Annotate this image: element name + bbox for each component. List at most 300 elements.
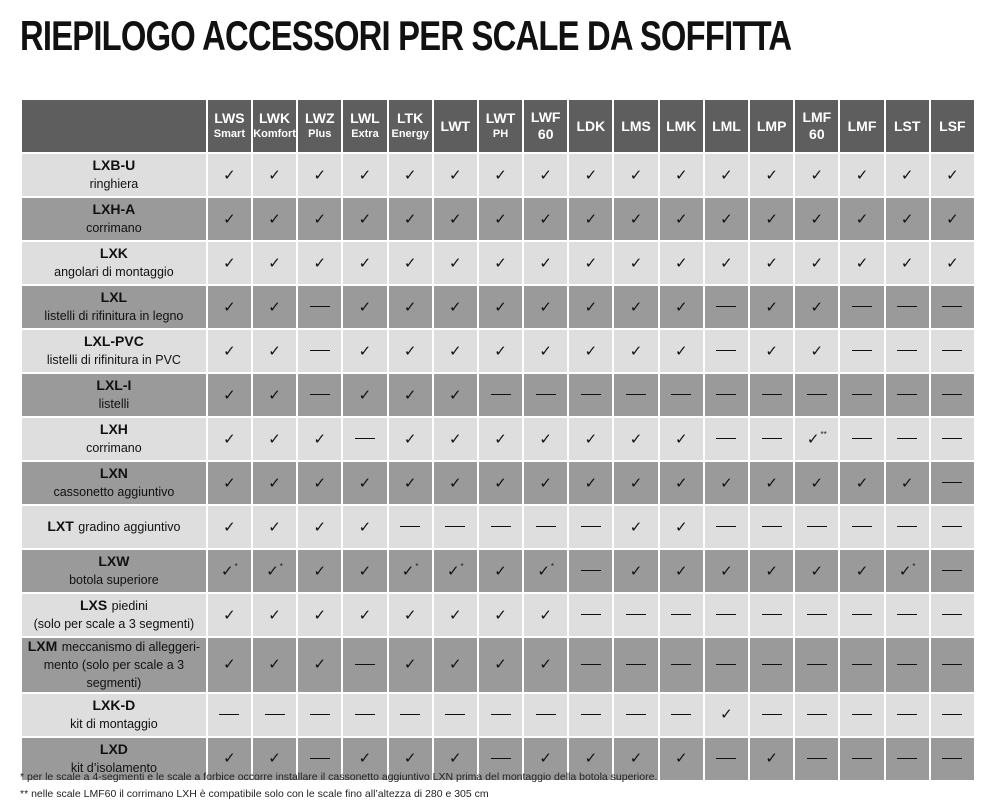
compat-cell: [614, 462, 657, 504]
compat-cell: [434, 550, 477, 592]
column-variant: Extra: [351, 128, 379, 141]
compat-cell: [886, 694, 929, 736]
check-icon: ✓: [539, 253, 552, 272]
accessory-description: angolari di montaggio: [54, 265, 174, 279]
check-icon: ✓: [674, 341, 688, 360]
not-available-dash: [897, 350, 917, 351]
footnote-marker: **: [820, 430, 827, 440]
compat-cell: [886, 506, 929, 548]
compat-cell: [569, 330, 612, 372]
column-header: [705, 100, 748, 152]
check-icon: ✓: [403, 605, 417, 624]
compat-cell: [253, 594, 296, 636]
check-icon: ✓: [539, 297, 552, 316]
check-icon: ✓: [539, 605, 552, 624]
table-row: [22, 594, 974, 636]
compat-cell: [524, 694, 567, 736]
not-available-dash: [445, 714, 465, 715]
column-code: LST: [893, 117, 921, 134]
check-icon: ✓: [223, 209, 236, 228]
compat-cell: [840, 638, 883, 692]
check-icon: ✓: [810, 209, 824, 228]
compat-cell: [705, 198, 748, 240]
column-header: [208, 100, 251, 152]
compat-cell: [343, 374, 386, 416]
compat-cell: [389, 694, 432, 736]
column-header: [931, 100, 974, 152]
compat-cell: [298, 550, 341, 592]
compat-cell: [434, 154, 477, 196]
check-icon: ✓: [674, 297, 688, 316]
compat-cell: [524, 594, 567, 636]
check-icon: ✓: [403, 429, 417, 448]
compat-cell: [660, 418, 703, 460]
column-variant: Smart: [213, 128, 245, 141]
check-icon: ✓: [449, 385, 462, 404]
not-available-dash: [942, 614, 962, 615]
check-icon: ✓: [537, 561, 550, 580]
check-icon: ✓: [674, 517, 688, 536]
accessory-label: [22, 374, 206, 416]
check-icon: ✓: [268, 297, 281, 316]
check-icon: ✓: [313, 561, 327, 580]
compat-cell: [931, 374, 974, 416]
compat-cell: [795, 594, 838, 636]
check-icon: ✓: [720, 473, 733, 492]
compat-cell: [705, 550, 748, 592]
column-header: [298, 100, 341, 152]
compat-cell: [479, 154, 522, 196]
column-code: LWK: [259, 110, 291, 127]
compat-cell: [660, 694, 703, 736]
accessory-description: meccanismo di alleggeri-: [61, 640, 201, 654]
not-available-dash: [716, 306, 736, 307]
check-icon: ✓: [449, 165, 462, 184]
not-available-dash: [310, 350, 330, 351]
compat-cell: [343, 198, 386, 240]
compat-cell: [253, 550, 296, 592]
compat-cell: [343, 638, 386, 692]
accessory-label: [22, 418, 206, 460]
not-available-dash: [897, 438, 917, 439]
footnote-marker: *: [415, 562, 419, 572]
check-icon: ✓: [449, 749, 462, 768]
check-icon: ✓: [268, 429, 281, 448]
compat-cell: [253, 286, 296, 328]
not-available-dash: [762, 664, 782, 665]
compat-cell: [750, 550, 793, 592]
check-icon: ✓: [266, 561, 279, 580]
compat-cell: [253, 330, 296, 372]
not-available-dash: [536, 394, 556, 395]
not-available-dash: [942, 714, 962, 715]
footnote-marker: *: [912, 562, 916, 572]
check-icon: ✓: [674, 165, 688, 184]
check-icon: ✓: [221, 561, 234, 580]
not-available-dash: [807, 526, 827, 527]
column-code: LMF: [802, 109, 832, 126]
compat-cell: [524, 154, 567, 196]
compat-cell: [434, 638, 477, 692]
compat-cell: [343, 694, 386, 736]
table-row: [22, 198, 974, 240]
check-icon: ✓: [494, 473, 507, 492]
compat-cell: [298, 374, 341, 416]
compat-cell: [931, 330, 974, 372]
compat-cell: [389, 462, 432, 504]
compat-cell: [660, 242, 703, 284]
not-available-dash: [716, 758, 736, 759]
check-icon: ✓: [584, 341, 598, 360]
check-icon: ✓: [223, 253, 236, 272]
not-available-dash: [581, 394, 601, 395]
compat-cell: [524, 418, 567, 460]
compat-cell: [389, 330, 432, 372]
compat-cell: [931, 198, 974, 240]
not-available-dash: [671, 714, 691, 715]
page-title: RIEPILOGO ACCESSORI PER SCALE DA SOFFITTA: [20, 12, 792, 59]
check-icon: ✓: [358, 749, 372, 768]
compat-cell: [931, 418, 974, 460]
compat-cell: [795, 550, 838, 592]
not-available-dash: [807, 714, 827, 715]
check-icon: ✓: [449, 429, 462, 448]
not-available-dash: [716, 526, 736, 527]
accessory-description: gradino aggiuntivo: [78, 520, 181, 535]
check-icon: ✓: [223, 297, 236, 316]
not-available-dash: [942, 664, 962, 665]
check-icon: ✓: [403, 655, 417, 674]
check-icon: ✓: [584, 253, 598, 272]
compat-cell: [705, 638, 748, 692]
table-row: [22, 638, 974, 692]
accessory-code: LXM: [27, 638, 58, 654]
accessory-code: LXH: [99, 421, 128, 438]
not-available-dash: [536, 526, 556, 527]
column-code: LTK: [397, 110, 424, 127]
compat-cell: [253, 154, 296, 196]
not-available-dash: [852, 350, 872, 351]
accessory-description: piedini: [111, 599, 148, 614]
check-icon: ✓: [629, 297, 643, 316]
not-available-dash: [491, 758, 511, 759]
compat-cell: [795, 506, 838, 548]
compat-cell: [750, 638, 793, 692]
check-icon: ✓: [629, 165, 643, 184]
compat-cell: [840, 418, 883, 460]
check-icon: ✓: [584, 473, 598, 492]
column-header: [750, 100, 793, 152]
compat-cell: [886, 198, 929, 240]
check-icon: ✓: [539, 209, 552, 228]
check-icon: ✓: [855, 561, 869, 580]
compat-cell: [614, 418, 657, 460]
check-icon: ✓: [900, 473, 914, 492]
compat-cell: [795, 330, 838, 372]
check-icon: ✓: [403, 473, 417, 492]
table-body: [22, 154, 974, 780]
compat-cell: [931, 694, 974, 736]
accessory-code: LXN: [99, 465, 128, 482]
compat-cell: [479, 638, 522, 692]
column-code: LWL: [350, 110, 380, 127]
compat-cell: [389, 418, 432, 460]
check-icon: ✓: [806, 429, 820, 448]
compat-cell: [253, 242, 296, 284]
compat-cell: [298, 154, 341, 196]
compat-cell: [795, 374, 838, 416]
column-header: [886, 100, 929, 152]
compat-cell: [479, 242, 522, 284]
compat-cell: [479, 594, 522, 636]
compat-cell: [886, 638, 929, 692]
check-icon: ✓: [674, 429, 688, 448]
table-row: [22, 330, 974, 372]
compat-cell: [524, 198, 567, 240]
footnote-marker: *: [460, 562, 464, 572]
table-row: [22, 154, 974, 196]
check-icon: ✓: [810, 561, 824, 580]
footnote-marker: *: [279, 562, 283, 572]
not-available-dash: [626, 394, 646, 395]
not-available-dash: [581, 570, 601, 571]
compat-cell: [750, 198, 793, 240]
not-available-dash: [942, 482, 962, 483]
accessory-description: corrimano: [86, 441, 142, 455]
compat-cell: [840, 330, 883, 372]
compat-cell: [298, 462, 341, 504]
check-icon: ✓: [268, 165, 281, 184]
accessory-description: kit di montaggio: [70, 716, 158, 731]
column-variant: Plus: [308, 128, 332, 141]
check-icon: ✓: [855, 209, 869, 228]
column-variant: Komfort: [253, 128, 296, 141]
table-row: [22, 374, 974, 416]
not-available-dash: [581, 526, 601, 527]
compat-cell: [931, 506, 974, 548]
check-icon: ✓: [584, 749, 598, 768]
check-icon: ✓: [539, 165, 552, 184]
compat-cell: [389, 638, 432, 692]
accessory-label: [22, 638, 206, 692]
check-icon: ✓: [268, 749, 281, 768]
column-header: [389, 100, 432, 152]
check-icon: ✓: [358, 561, 372, 580]
compat-cell: [614, 550, 657, 592]
compat-cell: [253, 638, 296, 692]
not-available-dash: [671, 394, 691, 395]
compat-cell: [208, 638, 251, 692]
compat-cell: [840, 242, 883, 284]
check-icon: ✓: [268, 341, 281, 360]
compat-cell: [208, 242, 251, 284]
not-available-dash: [942, 526, 962, 527]
not-available-dash: [942, 350, 962, 351]
not-available-dash: [942, 394, 962, 395]
compat-cell: [931, 286, 974, 328]
check-icon: ✓: [674, 561, 688, 580]
accessory-label: [22, 594, 206, 636]
not-available-dash: [762, 526, 782, 527]
not-available-dash: [355, 438, 375, 439]
accessory-description: listelli: [98, 397, 130, 411]
compat-cell: [479, 286, 522, 328]
column-variant: Energy: [391, 128, 429, 141]
compat-cell: [795, 738, 838, 780]
table-row: [22, 506, 974, 548]
check-icon: ✓: [268, 473, 281, 492]
check-icon: ✓: [494, 209, 507, 228]
check-icon: ✓: [810, 297, 824, 316]
check-icon: ✓: [855, 165, 869, 184]
compat-cell: [434, 198, 477, 240]
column-code: LWS: [214, 110, 245, 127]
compat-cell: [524, 330, 567, 372]
check-icon: ✓: [403, 297, 417, 316]
check-icon: ✓: [313, 517, 327, 536]
compat-cell: [434, 418, 477, 460]
check-icon: ✓: [358, 209, 372, 228]
compat-cell: [479, 550, 522, 592]
compat-cell: [614, 198, 657, 240]
check-icon: ✓: [765, 473, 778, 492]
compat-cell: [750, 286, 793, 328]
not-available-dash: [897, 306, 917, 307]
column-variant: PH: [492, 128, 509, 141]
compat-cell: [298, 418, 341, 460]
table-row: [22, 694, 974, 736]
compat-cell: [208, 330, 251, 372]
compat-cell: [569, 154, 612, 196]
compat-cell: [208, 286, 251, 328]
compat-cell: [660, 198, 703, 240]
column-header: [524, 100, 567, 152]
accessory-description: ringhiera: [89, 177, 139, 191]
compat-cell: [208, 462, 251, 504]
check-icon: ✓: [358, 253, 372, 272]
column-header: [479, 100, 522, 152]
not-available-dash: [355, 714, 375, 715]
check-icon: ✓: [494, 655, 507, 674]
accessory-description: cassonetto aggiuntivo: [53, 485, 175, 499]
check-icon: ✓: [629, 749, 643, 768]
check-icon: ✓: [268, 209, 281, 228]
compat-cell: [795, 286, 838, 328]
not-available-dash: [581, 714, 601, 715]
compat-cell: [298, 506, 341, 548]
compat-cell: [840, 154, 883, 196]
check-icon: ✓: [900, 165, 914, 184]
not-available-dash: [491, 714, 511, 715]
not-available-dash: [807, 758, 827, 759]
not-available-dash: [852, 306, 872, 307]
compat-cell: [660, 154, 703, 196]
not-available-dash: [626, 614, 646, 615]
check-icon: ✓: [358, 605, 372, 624]
table-row: [22, 242, 974, 284]
compat-cell: [795, 242, 838, 284]
table-row: [22, 286, 974, 328]
check-icon: ✓: [720, 561, 733, 580]
compat-cell: [750, 462, 793, 504]
check-icon: ✓: [358, 297, 372, 316]
compat-cell: [795, 462, 838, 504]
compat-cell: [298, 638, 341, 692]
not-available-dash: [310, 394, 330, 395]
compat-cell: [931, 242, 974, 284]
compat-cell: [705, 594, 748, 636]
not-available-dash: [852, 664, 872, 665]
not-available-dash: [671, 664, 691, 665]
column-header: [569, 100, 612, 152]
check-icon: ✓: [900, 253, 914, 272]
check-icon: ✓: [629, 517, 643, 536]
compat-cell: [840, 738, 883, 780]
compat-cell: [389, 594, 432, 636]
check-icon: ✓: [584, 165, 598, 184]
compat-cell: [569, 694, 612, 736]
check-icon: ✓: [539, 473, 552, 492]
compat-cell: [343, 286, 386, 328]
accessory-label: [22, 154, 206, 196]
accessory-description-cont: (solo per scale a 3 segmenti): [33, 617, 195, 631]
column-code: LWZ: [304, 110, 335, 127]
not-available-dash: [581, 664, 601, 665]
column-variant: 60: [537, 126, 554, 142]
compat-cell: [208, 418, 251, 460]
accessory-code: LXT: [47, 518, 74, 535]
compat-cell: [434, 462, 477, 504]
check-icon: ✓: [494, 429, 507, 448]
check-icon: ✓: [539, 749, 552, 768]
compat-cell: [343, 506, 386, 548]
compat-cell: [479, 462, 522, 504]
not-available-dash: [897, 394, 917, 395]
check-icon: ✓: [449, 209, 462, 228]
compat-cell: [479, 198, 522, 240]
column-code: LMF: [847, 117, 877, 134]
compat-cell: [840, 286, 883, 328]
compat-cell: [705, 506, 748, 548]
compat-cell: [343, 594, 386, 636]
compat-cell: [479, 418, 522, 460]
check-icon: ✓: [268, 605, 281, 624]
accessory-code: LXD: [99, 740, 128, 757]
compat-cell: [750, 242, 793, 284]
check-icon: ✓: [268, 385, 281, 404]
compat-cell: [660, 374, 703, 416]
compat-cell: [524, 506, 567, 548]
not-available-dash: [897, 664, 917, 665]
compat-cell: [343, 550, 386, 592]
compat-cell: [434, 330, 477, 372]
compat-cell: [569, 418, 612, 460]
not-available-dash: [716, 394, 736, 395]
compat-cell: [569, 594, 612, 636]
compat-cell: [298, 330, 341, 372]
accessory-description-cont: mento (solo per scale a 3 segmenti): [43, 657, 185, 690]
compat-cell: [614, 242, 657, 284]
check-icon: ✓: [720, 253, 733, 272]
compat-cell: [208, 154, 251, 196]
check-icon: ✓: [223, 473, 236, 492]
check-icon: ✓: [223, 385, 236, 404]
compat-cell: [569, 286, 612, 328]
check-icon: ✓: [403, 165, 417, 184]
check-icon: ✓: [898, 561, 912, 580]
check-icon: ✓: [674, 473, 688, 492]
compat-cell: [705, 418, 748, 460]
